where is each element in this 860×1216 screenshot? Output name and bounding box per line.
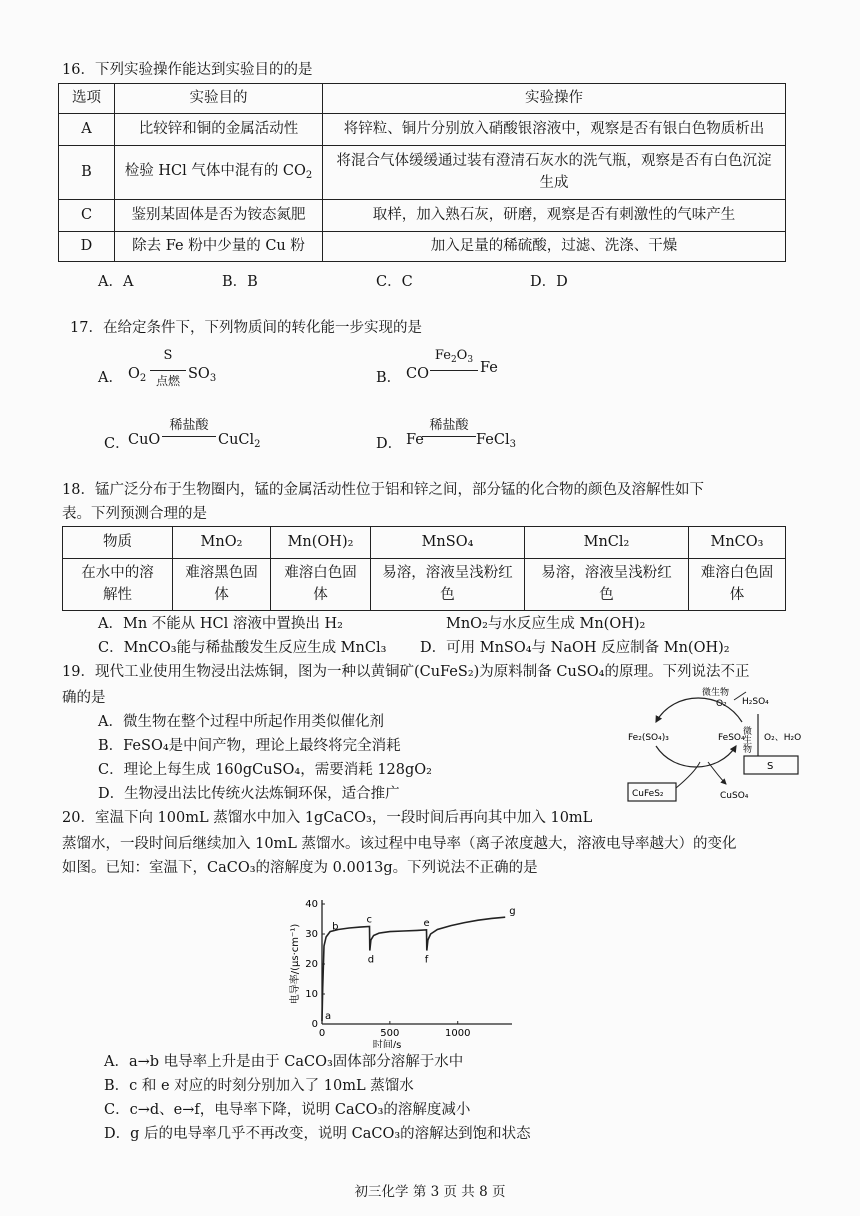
q19-option-c: C．理论上每生成 160gCuSO₄，需要消耗 128gO₂ xyxy=(98,762,432,778)
chart-series-line xyxy=(322,914,505,1021)
q17-b-over xyxy=(430,348,478,365)
q16-row-d-operation: 加入足量的稀硫酸，过滤、洗涤、干燥 xyxy=(323,232,786,262)
chart-point-label: c xyxy=(366,914,372,926)
q17-d-right-text: FeCl xyxy=(476,432,510,448)
q17-b-arrow xyxy=(430,370,478,371)
q17-a-right xyxy=(188,366,216,384)
q19-diagram-cuso4: CuSO₄ xyxy=(720,791,749,801)
q16-choice-c: C．C xyxy=(376,274,413,290)
q17-b-over-o: O xyxy=(456,348,468,363)
q19-diagram-cuso4-arrow xyxy=(708,762,726,784)
q19-diagram-cufes2: CuFeS₂ xyxy=(632,789,664,799)
q20-option-a: A．a→b 电导率上升是由于 CaCO₃固体部分溶解于水中 xyxy=(104,1054,464,1070)
q17-a-under: 点燃 xyxy=(155,374,180,388)
table-row xyxy=(63,559,786,611)
q17-c-right-sub: 2 xyxy=(254,439,261,450)
chart-y-tick-label: 40 xyxy=(305,899,318,910)
q19-option-a: A．微生物在整个过程中所起作用类似催化剂 xyxy=(98,714,384,730)
q16-header-aim: 实验目的 xyxy=(115,84,323,114)
q17-d-label: D． xyxy=(376,436,403,452)
q16-row-b-aim: 检验 HCl 气体中混有的 CO xyxy=(124,163,306,180)
table-row xyxy=(59,232,786,262)
q18-option-a: A．Mn 不能从 HCl 溶液中置换出 H₂ xyxy=(98,616,343,632)
table-row xyxy=(59,114,786,146)
page-footer: 初三化学 第 3 页 共 8 页 xyxy=(354,1184,506,1200)
q17-c-label: C． xyxy=(104,436,130,452)
q17-a-left-text: O xyxy=(128,366,140,382)
q18-cell: 难溶白色固体 xyxy=(689,559,786,611)
q16-row-a-aim: 比较锌和铜的金属活动性 xyxy=(115,114,323,146)
q18-cell: MnO₂ xyxy=(173,527,271,559)
q17-b-label: B． xyxy=(376,370,402,386)
q16-row-b-option: B xyxy=(59,146,115,200)
q19-diagram-bottom-arc xyxy=(656,746,736,767)
q19-diagram-fe2so43: Fe₂(SO₄)₃ xyxy=(628,733,669,743)
q18-cell: 在水中的溶解性 xyxy=(63,559,173,611)
q18-cell: 难溶黑色固体 xyxy=(173,559,271,611)
q18-title-line2: 表。下列预测合理的是 xyxy=(62,506,207,522)
q17-b-right: Fe xyxy=(480,360,498,376)
q19-diagram-microbe-label: 微生物 xyxy=(702,688,730,698)
q17-a-right-text: SO xyxy=(188,366,210,382)
q18-cell: 易溶，溶液呈浅粉红色 xyxy=(525,559,689,611)
q19-option-b: B．FeSO₄是中间产物，理论上最终将完全消耗 xyxy=(98,738,401,754)
q17-b-over-fe: Fe xyxy=(434,348,451,363)
q20-option-b: B．c 和 e 对应的时刻分别加入了 10mL 蒸馏水 xyxy=(104,1078,414,1094)
q17-c-left: CuO xyxy=(128,432,161,448)
q17-d-right-sub: 3 xyxy=(509,439,516,450)
q17-b-over-sub1: 2 xyxy=(450,355,457,365)
q18-title-line1: 18．锰广泛分布于生物圈内，锰的金属活动性位于铝和锌之间，部分锰的化合物的颜色及溶解性如下 xyxy=(62,482,704,498)
q19-title-line1: 19．现代工业使用生物浸出法炼铜，图为一种以黄铜矿(CuFeS₂)为原料制备 CuSO₄的原理。下列说法不正 xyxy=(62,664,750,680)
chart-y-tick-label: 0 xyxy=(311,1019,318,1030)
table-row xyxy=(59,200,786,232)
table-row xyxy=(63,527,786,559)
q17-a-right-sub: 3 xyxy=(209,373,217,384)
q19-diagram-o2h2o: O₂、H₂O xyxy=(764,733,802,743)
q17-d-arrow xyxy=(422,436,476,437)
q19-option-d: D．生物浸出法比传统火法炼铜环保，适合推广 xyxy=(98,786,400,802)
q18-option-b: MnO₂与水反应生成 Mn(OH)₂ xyxy=(446,616,646,632)
q16-title: 16．下列实验操作能达到实验目的的是 xyxy=(62,62,313,78)
q19-diagram-o2-label: O₂ xyxy=(716,699,727,709)
q16-row-b-aim-sub: 2 xyxy=(305,170,313,182)
chart-x-tick-label: 500 xyxy=(380,1028,400,1039)
q19-process-diagram xyxy=(622,684,810,812)
q17-d-left: Fe xyxy=(406,432,424,448)
q19-diagram-feso4: FeSO₄ xyxy=(718,733,745,743)
q16-row-c-operation: 取样，加入熟石灰，研磨，观察是否有刺激性的气味产生 xyxy=(323,200,786,232)
q18-option-d: D．可用 MnSO₄与 NaOH 反应制备 Mn(OH)₂ xyxy=(420,640,730,656)
q18-cell: 难溶白色固体 xyxy=(271,559,371,611)
q17-c-arrow xyxy=(162,436,216,437)
chart-xlabel: 时间/s xyxy=(372,1040,402,1048)
q17-option-d xyxy=(376,412,626,452)
q17-c-over: 稀盐酸 xyxy=(169,418,209,433)
q17-a-left-sub: 2 xyxy=(139,373,147,384)
chart-ylabel: 电导率/(μs·cm⁻¹) xyxy=(290,923,301,1005)
chart-point-labels xyxy=(325,906,516,1022)
q20-line1: 20．室温下向 100mL 蒸馏水中加入 1gCaCO₃，一段时间后再向其中加入 10mL xyxy=(62,810,593,826)
q17-b-over-sub2: 3 xyxy=(467,355,474,365)
q20-line3: 如图。已知：室温下，CaCO₃的溶解度为 0.0013g。下列说法不正确的是 xyxy=(62,860,538,876)
q20-line2: 蒸馏水，一段时间后继续加入 10mL 蒸馏水。该过程中电导率（离子浓度越大，溶液电导率越大）的变化 xyxy=(62,836,737,852)
q16-row-d-option: D xyxy=(59,232,115,262)
q16-table xyxy=(58,83,786,262)
q16-row-b-operation: 将混合气体缓缓通过装有澄清石灰水的洗气瓶，观察是否有白色沉淀生成 xyxy=(323,146,786,200)
q17-d-over: 稀盐酸 xyxy=(429,418,469,433)
q16-choice-d: D．D xyxy=(530,274,568,290)
q17-d-right xyxy=(476,432,516,450)
q17-title: 17．在给定条件下，下列物质间的转化能一步实现的是 xyxy=(70,320,422,336)
q16-header-operation: 实验操作 xyxy=(323,84,786,114)
q16-header-option: 选项 xyxy=(59,84,115,114)
q17-option-b xyxy=(376,346,626,398)
q20-option-c: C．c→d、e→f，电导率下降，说明 CaCO₃的溶解度减小 xyxy=(104,1102,471,1118)
q16-choice-b: B．B xyxy=(222,274,258,290)
chart-point-label: g xyxy=(509,906,516,918)
q19-diagram-top-arc xyxy=(656,698,742,722)
q17-option-a xyxy=(98,346,348,398)
chart-point-label: a xyxy=(325,1011,332,1022)
chart-point-label: d xyxy=(367,954,375,966)
q18-cell: MnCl₂ xyxy=(525,527,689,559)
q16-row-d-aim: 除去 Fe 粉中少量的 Cu 粉 xyxy=(115,232,323,262)
chart-x-tick-label: 1000 xyxy=(444,1028,471,1039)
q18-cell: 易溶，溶液呈浅粉红色 xyxy=(371,559,525,611)
q17-a-label: A． xyxy=(98,370,123,386)
q19-title-line2: 确的是 xyxy=(62,690,106,706)
q20-conductivity-chart xyxy=(280,888,530,1048)
q19-diagram-s-label: S xyxy=(767,761,774,772)
q17-option-c xyxy=(104,412,354,452)
chart-point-label: b xyxy=(332,921,339,933)
q16-row-b-aim-cell xyxy=(115,146,323,200)
q20-option-d: D．g 后的电导率几乎不再改变，说明 CaCO₃的溶解达到饱和状态 xyxy=(104,1126,531,1142)
q17-c-right-text: CuCl xyxy=(218,432,255,448)
chart-y-tick-label: 10 xyxy=(305,989,318,1000)
q16-choice-a: A．A xyxy=(98,274,134,290)
q16-row-a-operation: 将锌粒、铜片分别放入硝酸银溶液中，观察是否有银白色物质析出 xyxy=(323,114,786,146)
q17-a-over: S xyxy=(163,348,173,363)
q18-cell: MnCO₃ xyxy=(689,527,786,559)
q16-row-c-option: C xyxy=(59,200,115,232)
table-row xyxy=(59,146,786,200)
chart-y-tick-label: 20 xyxy=(305,959,318,970)
q19-diagram-side-microbe: 微生物 xyxy=(741,726,751,753)
q16-row-c-aim: 鉴别某固体是否为铵态氮肥 xyxy=(115,200,323,232)
q17-a-arrow xyxy=(150,370,186,371)
q17-a-left xyxy=(128,366,146,384)
chart-axes xyxy=(322,900,512,1024)
q19-diagram-h2so4-label: H₂SO₄ xyxy=(742,697,769,707)
q18-cell: 物质 xyxy=(63,527,173,559)
q17-b-left: CO xyxy=(406,366,429,382)
chart-point-label: e xyxy=(423,917,430,929)
chart-y-tick-label: 30 xyxy=(305,929,318,940)
chart-x-tick-label: 0 xyxy=(318,1028,326,1039)
chart-point-label: f xyxy=(424,954,429,966)
q18-table xyxy=(62,526,786,611)
q18-option-c: C．MnCO₃能与稀盐酸发生反应生成 MnCl₃ xyxy=(98,640,387,656)
q17-c-right xyxy=(218,432,261,450)
q16-row-a-option: A xyxy=(59,114,115,146)
q18-cell: Mn(OH)₂ xyxy=(271,527,371,559)
q18-cell: MnSO₄ xyxy=(371,527,525,559)
